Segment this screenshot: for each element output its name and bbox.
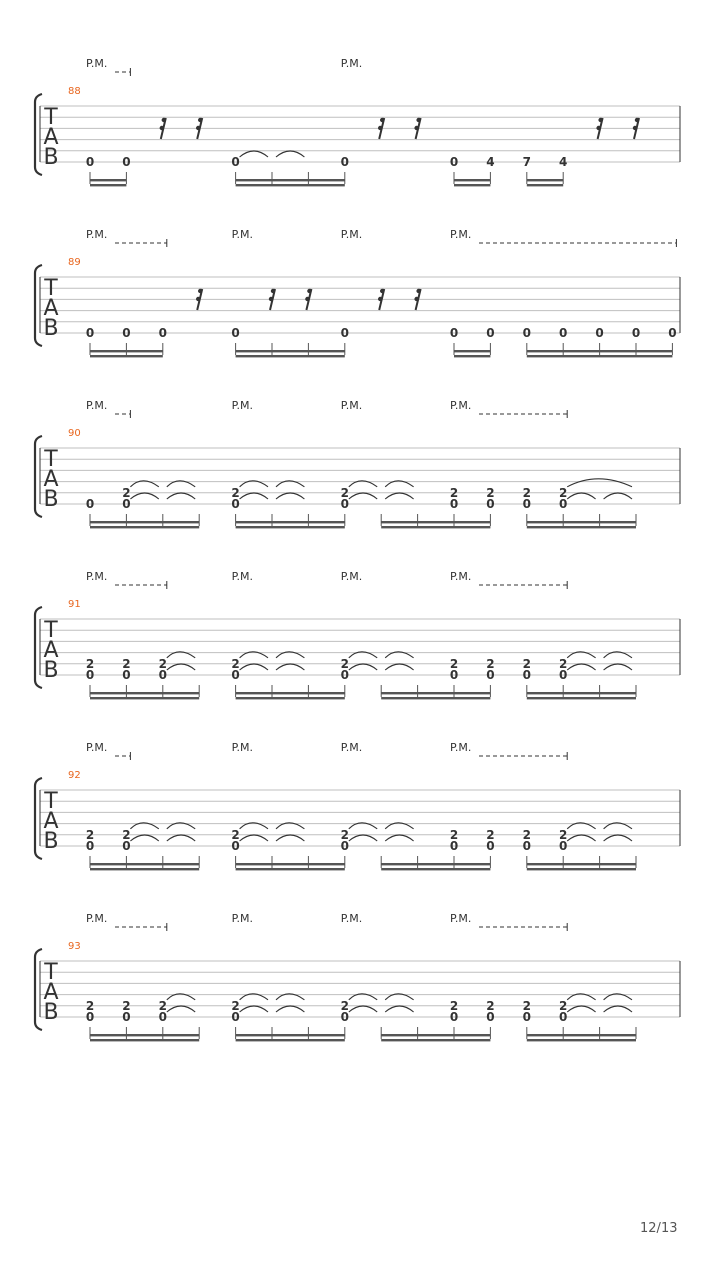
tie-arc xyxy=(130,493,158,499)
fret-number: 0 xyxy=(158,668,167,682)
beam xyxy=(90,179,126,181)
fret-number: 0 xyxy=(122,839,131,853)
rest-dot xyxy=(633,126,637,130)
fret-number: 0 xyxy=(158,1010,167,1024)
beam xyxy=(527,184,563,186)
measure-number: 90 xyxy=(68,428,81,439)
beam xyxy=(381,868,490,870)
fret-number: 2 xyxy=(231,485,240,500)
tab-system-89 xyxy=(35,228,680,357)
fret-number: 2 xyxy=(449,656,459,671)
tie-arc xyxy=(349,664,377,670)
tab-clef-letter: B xyxy=(43,1000,59,1025)
rest-dot xyxy=(635,118,639,122)
measure-number: 93 xyxy=(68,941,81,952)
beam xyxy=(90,1039,199,1041)
rest-dot xyxy=(416,289,420,293)
fret-number: 0 xyxy=(340,326,349,340)
palm-mute-label: P.M. xyxy=(86,399,108,412)
beam xyxy=(527,179,563,181)
beam xyxy=(236,863,345,865)
beam xyxy=(381,1039,490,1041)
palm-mute-label: P.M. xyxy=(450,912,472,925)
rest-dot xyxy=(198,289,202,293)
fret-number: 2 xyxy=(158,656,167,671)
fret-number: 2 xyxy=(559,656,568,671)
fret-number: 2 xyxy=(559,827,568,842)
fret-number: 0 xyxy=(231,839,240,853)
fret-number: 2 xyxy=(486,998,495,1013)
fret-number: 2 xyxy=(231,998,240,1013)
beam xyxy=(454,184,490,186)
rest-dot xyxy=(271,289,275,293)
fret-number: 2 xyxy=(85,656,95,671)
tab-clef-letter: B xyxy=(43,487,59,512)
beam xyxy=(236,350,345,352)
fret-number: 0 xyxy=(340,497,349,511)
fret-number: 2 xyxy=(340,998,349,1013)
beam xyxy=(454,355,490,357)
palm-mute-label: P.M. xyxy=(340,912,363,925)
beam xyxy=(90,692,199,694)
palm-mute-label: P.M. xyxy=(231,399,254,412)
fret-number: 0 xyxy=(340,668,349,682)
rest-dot xyxy=(380,289,384,293)
fret-number: 0 xyxy=(449,839,459,853)
tie-arc xyxy=(240,664,268,670)
fret-number: 0 xyxy=(559,1010,568,1024)
fret-number: 0 xyxy=(122,155,131,169)
tie-arc xyxy=(167,835,195,841)
fret-number: 0 xyxy=(340,839,349,853)
fret-number: 0 xyxy=(449,326,459,340)
tab-clef-letter: T xyxy=(44,276,58,301)
fret-number: 0 xyxy=(85,839,95,853)
fret-number: 0 xyxy=(486,668,495,682)
fret-number: 2 xyxy=(559,485,568,500)
fret-number: 0 xyxy=(85,497,95,511)
tab-clef-letter: B xyxy=(43,316,59,341)
tie-arc xyxy=(604,493,632,499)
tie-arc xyxy=(130,835,158,841)
fret-number: 0 xyxy=(85,1010,95,1024)
beam xyxy=(90,521,199,523)
beam xyxy=(381,697,490,699)
beam xyxy=(236,692,345,694)
tab-system-92 xyxy=(35,741,680,870)
tie-arc xyxy=(385,664,413,670)
beam xyxy=(90,350,163,352)
tab-clef-letter: B xyxy=(43,829,59,854)
fret-number: 0 xyxy=(559,668,568,682)
palm-mute-label: P.M. xyxy=(231,912,254,925)
fret-number: 2 xyxy=(122,656,131,671)
beam xyxy=(527,1039,636,1041)
palm-mute-label: P.M. xyxy=(340,741,363,754)
tie-arc xyxy=(276,493,304,499)
beam xyxy=(236,1039,345,1041)
fret-number: 0 xyxy=(85,155,95,169)
fret-number: 2 xyxy=(486,827,495,842)
rest-dot xyxy=(414,126,418,130)
beam xyxy=(527,697,636,699)
palm-mute-label: P.M. xyxy=(340,228,363,241)
tie-arc xyxy=(276,1006,304,1012)
tie-arc xyxy=(240,493,268,499)
fret-number: 0 xyxy=(668,326,677,340)
fret-number: 2 xyxy=(158,998,167,1013)
tie-arc xyxy=(567,664,595,670)
tab-clef-letter: T xyxy=(44,618,58,643)
palm-mute-label: P.M. xyxy=(86,912,108,925)
beam xyxy=(90,1034,199,1036)
fret-number: 2 xyxy=(122,827,131,842)
fret-number: 2 xyxy=(486,485,495,500)
fret-number: 0 xyxy=(522,497,531,511)
beam xyxy=(381,1034,490,1036)
fret-number: 0 xyxy=(231,155,240,169)
beam xyxy=(90,526,199,528)
fret-number: 0 xyxy=(522,839,531,853)
fret-number: 0 xyxy=(85,668,95,682)
tie-arc xyxy=(167,1006,195,1012)
beam xyxy=(381,863,490,865)
beam xyxy=(527,350,673,352)
beam xyxy=(527,1034,636,1036)
fret-number: 2 xyxy=(486,656,495,671)
beam xyxy=(236,1034,345,1036)
tie-arc xyxy=(604,664,632,670)
palm-mute-label: P.M. xyxy=(340,399,363,412)
fret-number: 2 xyxy=(340,827,349,842)
measure-number: 88 xyxy=(68,86,81,97)
fret-number: 7 xyxy=(522,155,531,169)
tab-clef-letter: A xyxy=(43,125,59,150)
fret-number: 2 xyxy=(85,827,95,842)
tie-arc xyxy=(240,151,268,157)
rest-dot xyxy=(198,118,202,122)
tab-clef-letter: A xyxy=(43,980,59,1005)
fret-number: 2 xyxy=(122,998,131,1013)
palm-mute-label: P.M. xyxy=(231,741,254,754)
rest-dot xyxy=(269,297,273,301)
rest-dot xyxy=(380,118,384,122)
fret-number: 0 xyxy=(231,326,240,340)
tie-arc xyxy=(385,493,413,499)
beam xyxy=(381,521,490,523)
tab-system-93 xyxy=(35,912,680,1041)
tab-clef-letter: T xyxy=(44,960,58,985)
fret-number: 2 xyxy=(340,485,349,500)
fret-number: 2 xyxy=(449,998,459,1013)
beam xyxy=(90,863,199,865)
rest-dot xyxy=(160,126,164,130)
rest-dot xyxy=(598,118,602,122)
palm-mute-label: P.M. xyxy=(231,570,254,583)
palm-mute-label: P.M. xyxy=(86,228,108,241)
measure-number: 92 xyxy=(68,770,81,781)
fret-number: 0 xyxy=(122,668,131,682)
fret-number: 0 xyxy=(85,326,95,340)
fret-number: 0 xyxy=(486,326,495,340)
beam xyxy=(236,521,345,523)
rest-dot xyxy=(196,126,200,130)
tab-clef-letter: A xyxy=(43,296,59,321)
rest-dot xyxy=(378,297,382,301)
beam xyxy=(527,521,636,523)
fret-number: 0 xyxy=(231,668,240,682)
rest-dot xyxy=(596,126,600,130)
fret-number: 2 xyxy=(522,656,531,671)
fret-number: 2 xyxy=(449,827,459,842)
palm-mute-label: P.M. xyxy=(450,741,472,754)
palm-mute-label: P.M. xyxy=(450,399,472,412)
fret-number: 0 xyxy=(449,668,459,682)
fret-number: 2 xyxy=(231,656,240,671)
palm-mute-label: P.M. xyxy=(340,570,363,583)
fret-number: 0 xyxy=(595,326,604,340)
beam xyxy=(236,184,345,186)
tie-arc xyxy=(567,479,632,487)
beam xyxy=(527,526,636,528)
palm-mute-label: P.M. xyxy=(231,228,254,241)
fret-number: 0 xyxy=(486,839,495,853)
fret-number: 2 xyxy=(522,485,531,500)
tab-clef-letter: B xyxy=(43,658,59,683)
tab-clef-letter: A xyxy=(43,638,59,663)
beam xyxy=(90,868,199,870)
page-number xyxy=(640,1221,677,1236)
tab-clef-letter: A xyxy=(43,467,59,492)
palm-mute-label: P.M. xyxy=(450,570,472,583)
fret-number: 0 xyxy=(340,155,349,169)
fret-number: 2 xyxy=(122,485,131,500)
beam xyxy=(90,697,199,699)
beam xyxy=(527,355,673,357)
tie-arc xyxy=(567,493,595,499)
fret-number: 0 xyxy=(158,326,167,340)
tie-arc xyxy=(167,493,195,499)
beam xyxy=(236,179,345,181)
rest-dot xyxy=(416,118,420,122)
fret-number: 0 xyxy=(522,668,531,682)
beam xyxy=(236,868,345,870)
fret-number: 0 xyxy=(631,326,641,340)
page-total: 13 xyxy=(660,1221,678,1236)
tie-arc xyxy=(276,151,304,157)
tie-arc xyxy=(240,1006,268,1012)
tab-clef-letter: T xyxy=(44,105,58,130)
beam xyxy=(90,184,126,186)
fret-number: 2 xyxy=(449,485,459,500)
measure-number: 91 xyxy=(68,599,81,610)
beam xyxy=(236,697,345,699)
rest-dot xyxy=(196,297,200,301)
tie-arc xyxy=(567,835,595,841)
beam xyxy=(527,868,636,870)
fret-number: 0 xyxy=(522,1010,531,1024)
rest-dot xyxy=(307,289,311,293)
fret-number: 2 xyxy=(340,656,349,671)
tie-arc xyxy=(276,664,304,670)
fret-number: 0 xyxy=(522,326,531,340)
beam xyxy=(527,863,636,865)
fret-number: 2 xyxy=(522,827,531,842)
beam xyxy=(236,526,345,528)
palm-mute-label: P.M. xyxy=(86,741,108,754)
fret-number: 0 xyxy=(449,155,459,169)
rest-dot xyxy=(305,297,309,301)
tie-arc xyxy=(349,1006,377,1012)
tab-system-91 xyxy=(35,570,680,699)
fret-number: 0 xyxy=(486,497,495,511)
tie-arc xyxy=(567,1006,595,1012)
tie-arc xyxy=(349,835,377,841)
fret-number: 0 xyxy=(559,326,568,340)
beam xyxy=(90,355,163,357)
fret-number: 0 xyxy=(340,1010,349,1024)
tie-arc xyxy=(167,664,195,670)
palm-mute-label: P.M. xyxy=(450,228,472,241)
fret-number: 0 xyxy=(231,1010,240,1024)
beam xyxy=(381,526,490,528)
tab-system-90 xyxy=(35,399,680,528)
tab-clef-letter: T xyxy=(44,447,58,472)
fret-number: 0 xyxy=(559,497,568,511)
fret-number: 0 xyxy=(449,1010,459,1024)
tab-clef-letter: T xyxy=(44,789,58,814)
tie-arc xyxy=(604,835,632,841)
palm-mute-label: P.M. xyxy=(86,57,108,70)
fret-number: 0 xyxy=(449,497,459,511)
fret-number: 2 xyxy=(85,998,95,1013)
tie-arc xyxy=(240,835,268,841)
tie-arc xyxy=(385,835,413,841)
fret-number: 0 xyxy=(122,326,131,340)
fret-number: 4 xyxy=(486,155,495,169)
fret-number: 0 xyxy=(122,1010,131,1024)
page-separator: / xyxy=(656,1221,661,1236)
tie-arc xyxy=(276,835,304,841)
page-current: 12 xyxy=(640,1221,657,1236)
tie-arc xyxy=(604,1006,632,1012)
fret-number: 0 xyxy=(486,1010,495,1024)
beam xyxy=(454,179,490,181)
fret-number: 2 xyxy=(559,998,568,1013)
beam xyxy=(381,692,490,694)
rest-dot xyxy=(414,297,418,301)
palm-mute-label: P.M. xyxy=(86,570,108,583)
beam xyxy=(454,350,490,352)
beam xyxy=(236,355,345,357)
fret-number: 0 xyxy=(559,839,568,853)
beam xyxy=(527,692,636,694)
fret-number: 0 xyxy=(231,497,240,511)
tab-clef-letter: A xyxy=(43,809,59,834)
measure-number: 89 xyxy=(68,257,81,268)
tie-arc xyxy=(349,493,377,499)
palm-mute-label: P.M. xyxy=(340,57,363,70)
rest-dot xyxy=(162,118,166,122)
tab-system-88 xyxy=(35,57,680,186)
fret-number: 0 xyxy=(122,497,131,511)
rest-dot xyxy=(378,126,382,130)
tie-arc xyxy=(385,1006,413,1012)
tab-clef-letter: B xyxy=(43,145,59,170)
fret-number: 2 xyxy=(522,998,531,1013)
fret-number: 2 xyxy=(231,827,240,842)
fret-number: 4 xyxy=(559,155,568,169)
